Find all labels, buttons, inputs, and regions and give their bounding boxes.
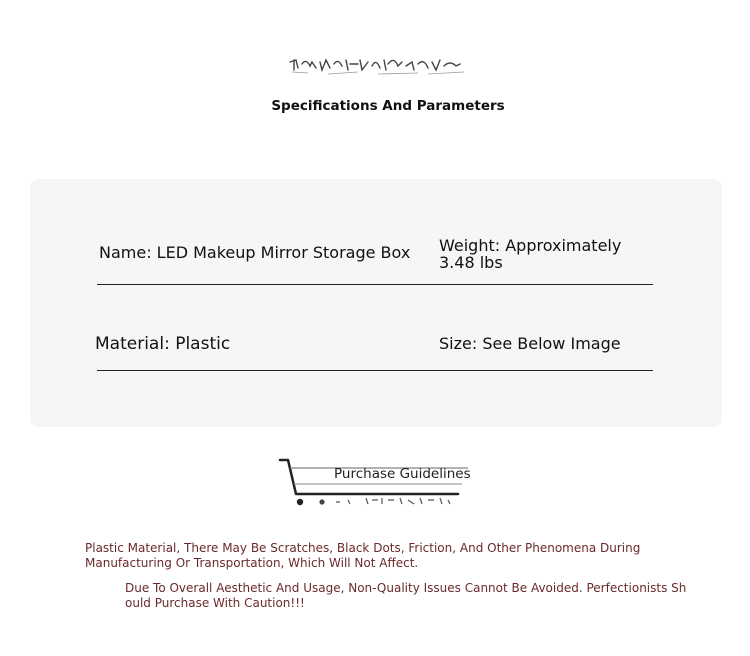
spec-name: Name: LED Makeup Mirror Storage Box xyxy=(99,243,411,262)
divider xyxy=(97,370,653,371)
spec-material: Material: Plastic xyxy=(95,334,231,354)
spec-weight: Weight: Approximately 3.48 lbs xyxy=(439,236,622,272)
purchase-note: Plastic Material, There May Be Scratches, Black Dots, Friction, And Other Phenomena During Manufacturing Or Transportation, Which Will Not Affect. xyxy=(85,541,641,570)
shopping-cart-icon xyxy=(278,454,488,510)
specifications-card xyxy=(30,179,722,427)
purchase-guidelines-title: Purchase Guidelines xyxy=(334,466,471,482)
purchase-note: Due To Overall Aesthetic And Usage, Non-Quality Issues Cannot Be Avoided. Perfectionists Should Purchase With Caution!!! xyxy=(125,581,687,610)
spec-size: Size: See Below Image xyxy=(439,334,621,353)
product-information-scribble xyxy=(288,54,468,82)
divider xyxy=(97,284,653,285)
page-title: Specifications And Parameters xyxy=(271,98,505,114)
